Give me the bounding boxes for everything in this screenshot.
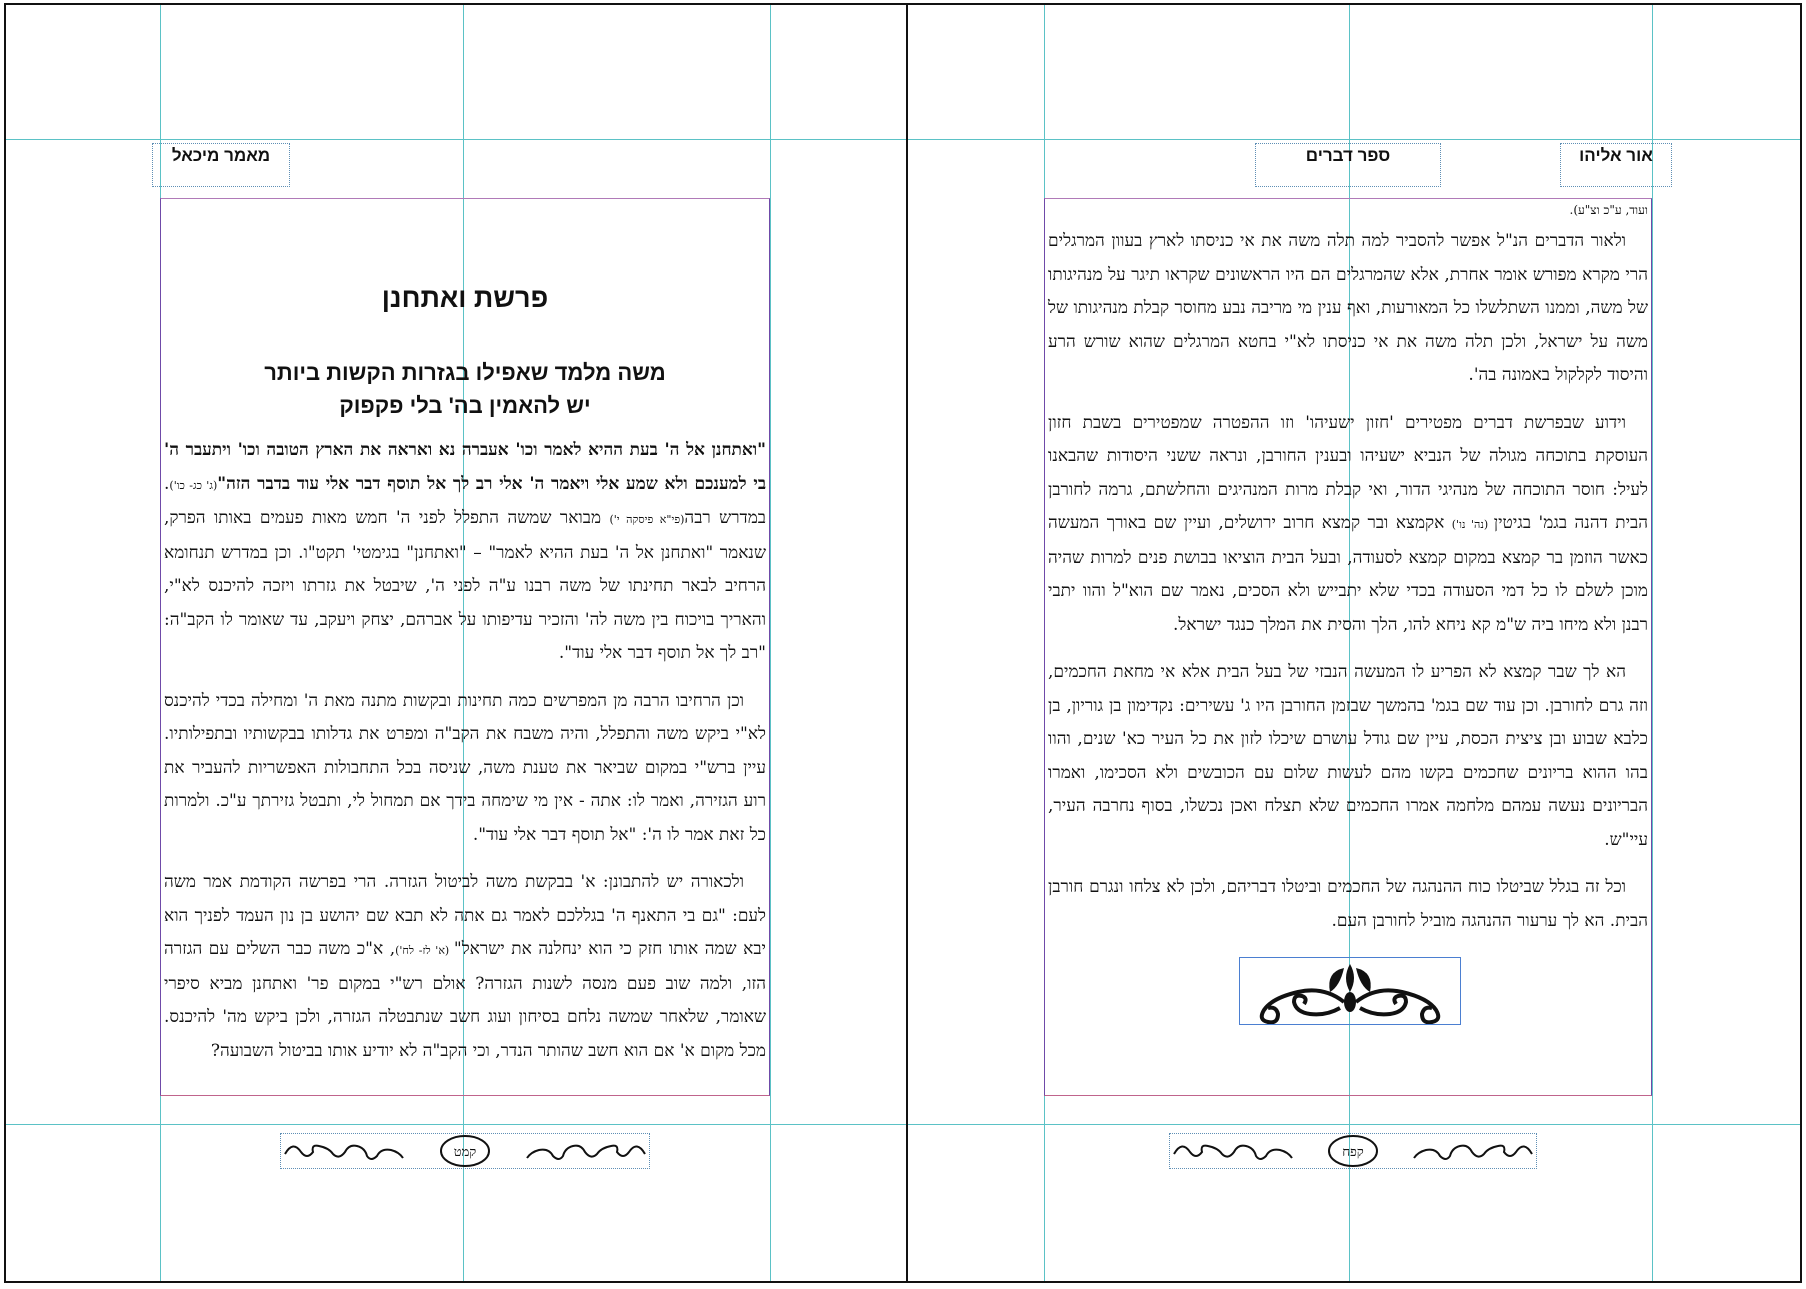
running-header-text: ספר דברים — [1305, 146, 1391, 165]
horizontal-guide[interactable] — [6, 1124, 908, 1125]
running-header-frame[interactable] — [1255, 143, 1441, 187]
footer-ornament — [281, 1134, 649, 1168]
paragraph-text: מבואר שמשה התפלל לפני ה' חמש מאות פעמים באותו הפרק, שנאמר "ואתחנן אל ה' בעת ההיא לאמר" – "ואתחנן" בגימטי' תקט"ו. וכן במדרש תנחומא הרחיב לבאר תחינתו של משה רבנו ע"ה לפני ה', שיבטל את גזרתו ויזכה להיכנס לא"י, והאריך בויכוח בין משה לה' והזכיר עדיפותו על אברהם, יצחק ויעקב, עד שאומר לו הקב"ה: "רב לך אל תוסף דבר אלי עוד". — [164, 508, 766, 663]
source-reference: (ג' כג- כו') — [169, 478, 218, 492]
verse-quote: "ואתחנן אל ה' בעת ההיא לאמר וכו' אעברה נא ואראה את הארץ הטובה וכו' ויתעבר ה' בי למענכם ולא שמע אלי ויאמר ה' אלי רב לך אל תוסף דבר אלי עוד בדבר הזה" — [164, 440, 767, 494]
left-page — [4, 3, 910, 1283]
paragraph: ולאור הדברים הנ"ל אפשר להסביר למה תלה משה את אי כניסתו לארץ בעוון המרגלים הרי מקרא מפורש אומר אחרת, אלא שהמרגלים הם היו הראשונים שקראו תיגר על מנהיגותו של משה, וממנו השתלשלו כל המאורעות, ואף ענין מי מריבה נבע מחוסר קבלת מנהיגותו של משה על ישראל, ולכן תלה משה את אי כניסתו לא"י בחטא המרגלים שהוא שורש הרע והיסוד לקלקול באמונה בה'. — [1048, 231, 1648, 385]
parasha-title: פרשת ואתחנן — [381, 283, 549, 313]
article-subtitle-line: יש להאמין בה' בלי פקפוק — [339, 393, 591, 418]
paragraph: וכל זה בגלל שביטלו כוח ההנהגה של החכמים וביטלו דבריהם, ולכן לא צלחו ונגרם חורבן הבית. הא לך ערעור ההנהגה מוביל לחורבן העם. — [1048, 877, 1648, 931]
running-header-frame[interactable] — [1560, 143, 1672, 187]
right-page — [906, 3, 1802, 1283]
paragraph-text: , א"כ משה כבר השלים עם הגזרה הזו, ולמה שוב פעם מנסה לשנות הגזרה? אולם רש"י במקום פר' ואתחנן מביא סיפרי שאומר, שלאחר שמשה נלחם בסיחון ועוג חשב שנתבטלה הגזרה, ולכן ביקש מה' להיכנס. מכל מקום א' אם הוא חשב שהותר הנדר, וכי הקב"ה לא יודיע אותו בביטול השבועה? — [164, 939, 766, 1061]
horizontal-guide[interactable] — [908, 139, 1800, 140]
vertical-guide[interactable] — [1652, 5, 1653, 1281]
source-reference: (נה' נו') — [1451, 518, 1494, 531]
article-subtitle-line: משה מלמד שאפילו בגזרות הקשות ביותר — [264, 360, 666, 385]
footer-ornament — [1170, 1134, 1536, 1168]
page-footer-frame[interactable] — [1169, 1133, 1537, 1169]
page-number: קמט — [453, 1145, 477, 1160]
body-text — [161, 434, 769, 1068]
source-reference: (פי"א פיסקה י') — [609, 513, 685, 526]
vertical-guide[interactable] — [770, 5, 771, 1281]
end-ornament-icon — [1240, 958, 1460, 1024]
paragraph: וכן הרחיבו הרבה מן המפרשים כמה תחינות ובקשות מתנה מאת ה' ומחילה בכדי להיכנס לא"י ביקש משה והתפלל, והיה משבח את הקב"ה ומפרט את גדלותו בבקשותיו ובתפילותיו. עיין ברש"י במקום שביאר את טענת משה, שניסה בכל התחבולות האפשריות להעביר את רוע הגזירה, ואמר לו: אתה - אין מי שימחה בידך אם תמחול לי, ותבטל גזירתך ע"כ. ולמרות כל זאת אמר לו ה': "אל תוסף דבר אלי עוד". — [164, 690, 766, 845]
paragraph-text: אקמצא ובר קמצא חרוב ירושלים, ועיין שם באורך המעשה כאשר הוזמן בר קמצא במקום קמצא לסעודה, ובעל הבית הוציאו בבושת פנים למרות שהיה מוכן לשלם לו כל דמי הסעודה בכדי שלא יתבייש ולא הסכים, נאמר שם הוא"ל והוו יתבי רבנן ולא מיחו ביה ש"מ קא ניחא להו, הלך והסית את המלך כנגד ישראל. — [1048, 513, 1648, 635]
paragraph-text: . במדרש רבה — [164, 473, 767, 528]
paragraph: הא לך שבר קמצא לא הפריע לו המעשה הנבזי של בעל הבית אלא אי מחאת החכמים, וזה גרם לחורבן. וכן עוד שם בגמ' בהמשך שבזמן החורבן היו ג' עשירים: נקדימון בן גוריון, בן כלבא שבוע ובן ציצית הכסת, עיין שם גודל עושרם שיכלו לזון את כל העיר כא' שנים, והוו בהו ההוא בריונים שחכמים בקשו מהם לעשות שלום עם הכובשים ולא הסכימו, ואמרו הבריונים נעשה עמהם מלחמה אמרו החכמים שלא תצלח ואכן נכשלו, בסוף נחרבה העיר, עיי"ש. — [1048, 662, 1648, 850]
source-reference: (א' לז- לח') — [395, 944, 454, 957]
running-header-text: אור אליהו — [1579, 146, 1653, 165]
running-header-frame[interactable] — [152, 143, 290, 187]
paragraph-text: ולכאורה יש להתבונן: א' בבקשת משה לביטול הגזרה. הרי בפרשה הקודמת אמר משה לעם: "גם בי התאנף ה' בגללכם לאמר גם אתה לא תבא שם יהושע בן נון העמד לפניך הוא יבא שמה אותו חזק כי הוא ינחלנה את ישראל" — [164, 872, 766, 959]
end-ornament-frame[interactable] — [1239, 957, 1461, 1025]
page-footer-frame[interactable] — [280, 1133, 650, 1169]
page-number: קפח — [1342, 1145, 1364, 1160]
paragraph-text: וידוע שבפרשת דברים מפטירים 'חזון ישעיהו' וזו ההפטרה שמפטירים בשבת חזון העוסקת בתוכחה מגולה של הנביא ישעיהו ובענין החורבן, ונראה ששני היסודות שהבאנו לעיל: חוסר התוכחה של מנהיגי הדור, ואי קבלת מרות המנהיגים והחלשתם, גרמה לחורבן הבית דהנה בגמ' בגיטין — [1048, 412, 1649, 533]
paragraph — [1048, 407, 1648, 643]
continuation-line: ועוד, ע"כ וצ"ע). — [1569, 203, 1648, 217]
paragraph — [164, 434, 766, 671]
running-header-text: מאמר מיכאל — [171, 146, 271, 165]
body-text-frame[interactable] — [160, 198, 770, 1096]
horizontal-guide[interactable] — [6, 139, 908, 140]
horizontal-guide[interactable] — [908, 1124, 1800, 1125]
body-text — [1045, 199, 1651, 938]
paragraph — [164, 866, 766, 1068]
